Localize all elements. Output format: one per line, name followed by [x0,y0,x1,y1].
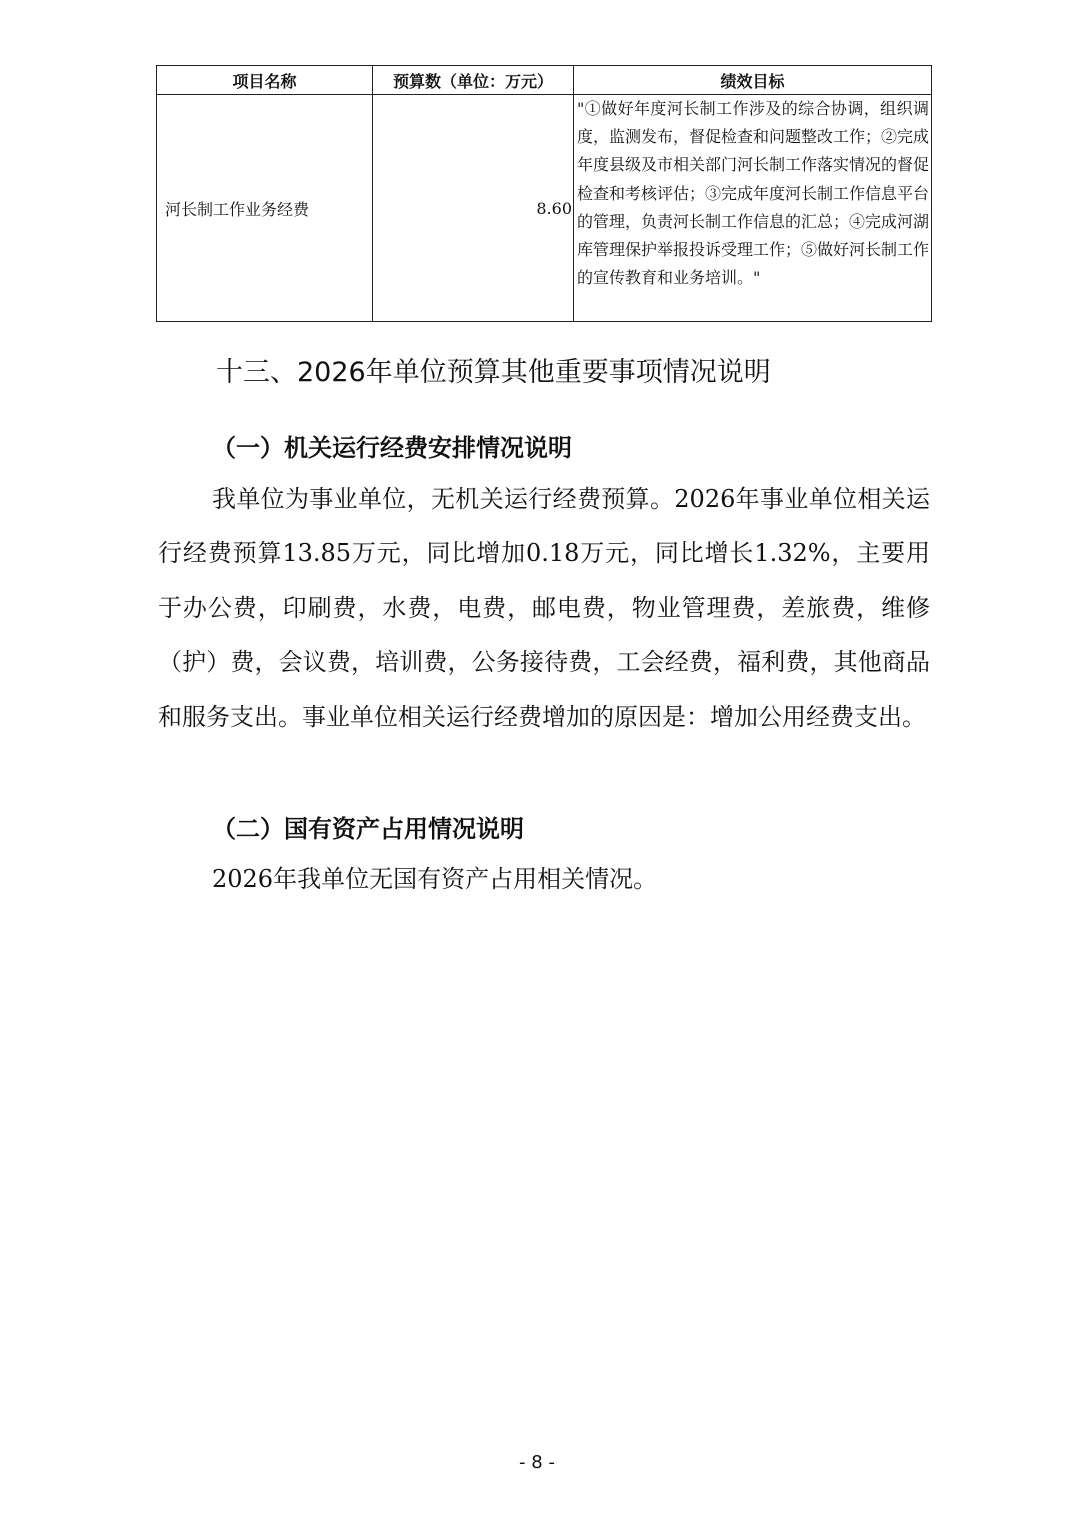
paragraph-operating-funds: 我单位为事业单位，无机关运行经费预算。2026年事业单位相关运行经费预算13.85万元，同比增加0.18万元，同比增长1.32%，主要用于办公费，印刷费，水费，电费，邮电费，物业管理费，差旅费，维修（护）费，会议费，培训费，公务接待费，工会经费，福利费，其他商品和服务支出。事业单位相关运行经费增加的原因是：增加公用经费支出。 [158,485,930,731]
project-name-cell: 河长制工作业务经费 [157,95,373,322]
subsection-title-state-assets: （二）国有资产占用情况说明 [212,815,524,843]
header-performance-target: 绩效目标 [574,66,932,95]
budget-table [156,65,932,322]
table-header-row [157,66,932,95]
table-row [157,95,932,322]
performance-target-cell: "①做好年度河长制工作涉及的综合协调，组织调度，监测发布，督促检查和问题整改工作；②完成年度县级及市相关部门河长制工作落实情况的督促检查和考核评估；③完成年度河长制工作信息平台的管理，负责河长制工作信息的汇总；④完成河湖库管理保护举报投诉受理工作；⑤做好河长制工作的宣传教育和业务培训。" [574,95,932,322]
header-budget-amount: 预算数（单位：万元） [373,66,574,95]
section-title: 十三、2026年单位预算其他重要事项情况说明 [216,357,771,388]
paragraph-state-assets: 2026年我单位无国有资产占用相关情况。 [212,865,658,893]
page-number: - 8 - [519,1452,555,1473]
subsection-title-operating-funds: （一）机关运行经费安排情况说明 [212,434,572,462]
header-project-name: 项目名称 [157,66,373,95]
budget-amount-cell: 8.60 [373,95,574,322]
